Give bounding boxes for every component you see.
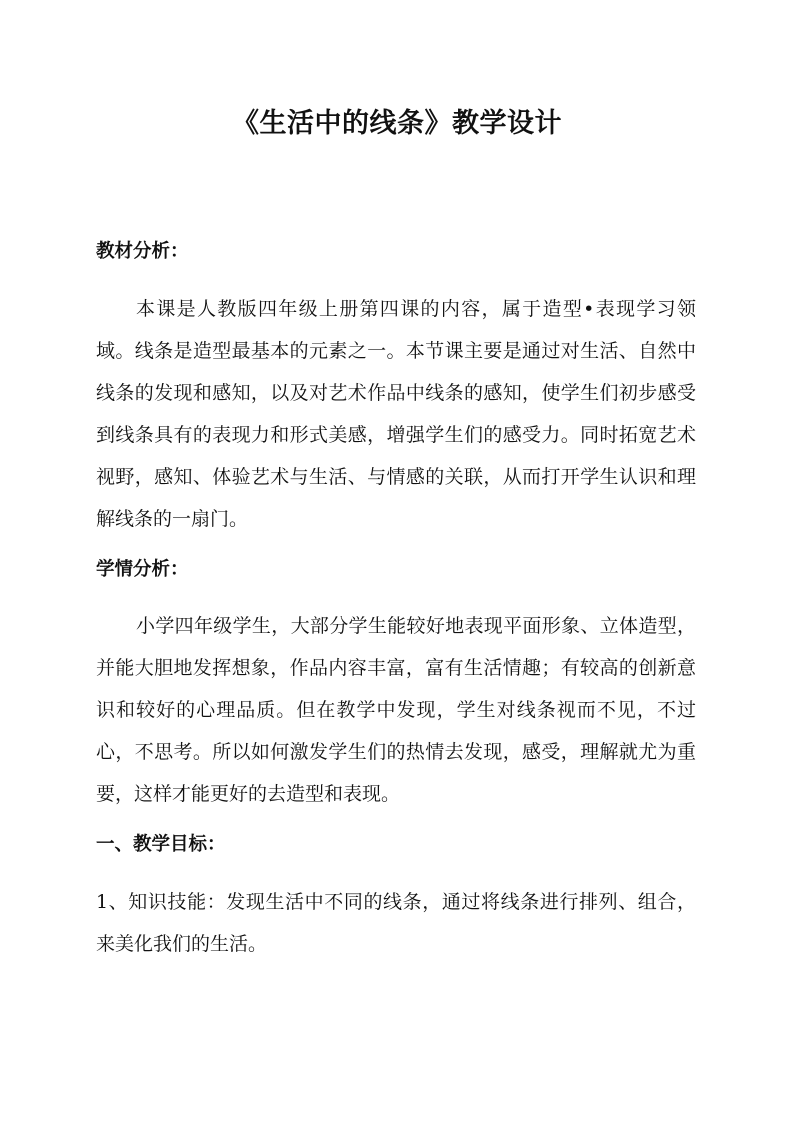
section-heading-teaching-goals: 一、教学目标： bbox=[96, 834, 226, 855]
document-title: 《生活中的线条》教学设计 bbox=[232, 108, 562, 139]
section-paragraph-material-analysis: 本课是人教版四年级上册第四课的内容，属于造型•表现学习领域。线条是造型最基本的元素之一。本节课主要是通过对生活、自然中线条的发现和感知，以及对艺术作品中线条的感知，使学生们初步感受到线条具有的表现力和形式美感，增强学生们的感受力。同时拓宽艺术视野，感知、体验艺术与生活、与情感的关联，从而打开学生认识和理解线条的一扇门。 bbox=[96, 298, 696, 530]
section-paragraph-student-analysis: 小学四年级学生，大部分学生能较好地表现平面形象、立体造型，并能大胆地发挥想象，作品内容丰富，富有生活情趣；有较高的创新意识和较好的心理品质。但在教学中发现，学生对线条视而不见，不过心，不思考。所以如何激发学生们的热情去发现，感受，理解就尤为重要，这样才能更好的去造型和表现。 bbox=[96, 615, 696, 805]
section-paragraph-goal-knowledge-skills: 1、知识技能：发现生活中不同的线条，通过将线条进行排列、组合，来美化我们的生活。 bbox=[96, 891, 696, 955]
section-heading-student-analysis: 学情分析： bbox=[96, 559, 189, 580]
section-heading-material-analysis: 教材分析： bbox=[96, 241, 189, 262]
